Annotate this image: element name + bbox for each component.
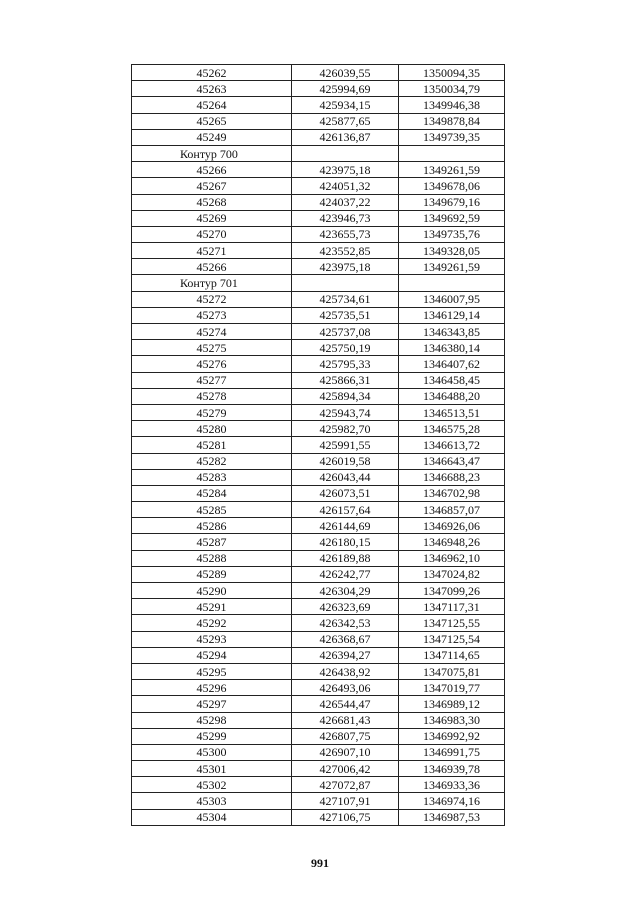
table-row	[132, 809, 505, 825]
table-row	[132, 113, 505, 129]
table-row	[132, 469, 505, 485]
y-coordinate-cell: 1346343,85	[399, 324, 505, 340]
table-row	[132, 259, 505, 275]
coordinates-table	[131, 64, 505, 826]
y-coordinate-cell: 1349261,59	[399, 259, 505, 275]
y-coordinate-cell: 1346948,26	[399, 534, 505, 550]
y-coordinate-cell: 1350094,35	[399, 65, 505, 81]
y-coordinate-cell: 1349878,84	[399, 113, 505, 129]
coordinates-table-body	[132, 65, 505, 826]
y-coordinate-cell: 1346458,45	[399, 372, 505, 388]
x-coordinate-cell: 426368,67	[292, 631, 399, 647]
y-coordinate-cell: 1346007,95	[399, 291, 505, 307]
x-coordinate-cell: 425991,55	[292, 437, 399, 453]
y-coordinate-cell: 1347099,26	[399, 583, 505, 599]
x-coordinate-cell: 425735,51	[292, 307, 399, 323]
table-row	[132, 761, 505, 777]
x-coordinate-cell: 424051,32	[292, 178, 399, 194]
x-coordinate-cell: 426019,58	[292, 453, 399, 469]
table-row	[132, 453, 505, 469]
table-row	[132, 243, 505, 259]
x-coordinate-cell: 426681,43	[292, 712, 399, 728]
x-coordinate-cell: 427072,87	[292, 777, 399, 793]
x-coordinate-cell: 426039,55	[292, 65, 399, 81]
y-coordinate-cell: 1349946,38	[399, 97, 505, 113]
table-row	[132, 162, 505, 178]
y-coordinate-cell: 1346575,28	[399, 421, 505, 437]
point-number-cell: 45280	[132, 421, 292, 437]
x-coordinate-cell: 425877,65	[292, 113, 399, 129]
table-row	[132, 728, 505, 744]
point-number-cell: 45291	[132, 599, 292, 615]
table-row	[132, 599, 505, 615]
x-coordinate-cell: 425943,74	[292, 404, 399, 420]
point-number-cell: 45270	[132, 226, 292, 242]
point-number-cell: 45295	[132, 663, 292, 679]
y-coordinate-cell: 1346926,06	[399, 518, 505, 534]
x-coordinate-cell: 425934,15	[292, 97, 399, 113]
x-coordinate-cell: 427106,75	[292, 809, 399, 825]
point-number-cell: 45294	[132, 647, 292, 663]
y-coordinate-cell: 1347125,54	[399, 631, 505, 647]
point-number-cell: 45276	[132, 356, 292, 372]
table-row	[132, 647, 505, 663]
point-number-cell: 45292	[132, 615, 292, 631]
table-row	[132, 534, 505, 550]
point-number-cell: 45303	[132, 793, 292, 809]
point-number-cell: 45267	[132, 178, 292, 194]
y-coordinate-cell: 1346643,47	[399, 453, 505, 469]
table-row	[132, 210, 505, 226]
x-coordinate-cell: 425737,08	[292, 324, 399, 340]
x-coordinate-cell: 426807,75	[292, 728, 399, 744]
x-coordinate-cell: 426394,27	[292, 647, 399, 663]
point-number-cell: 45290	[132, 583, 292, 599]
y-coordinate-cell: 1346702,98	[399, 485, 505, 501]
contour-label: Контур 700	[132, 145, 292, 161]
x-coordinate-cell: 426544,47	[292, 696, 399, 712]
y-coordinate-cell: 1349678,06	[399, 178, 505, 194]
y-coordinate-cell: 1346129,14	[399, 307, 505, 323]
y-coordinate-cell: 1346987,53	[399, 809, 505, 825]
x-coordinate-cell: 426157,64	[292, 502, 399, 518]
y-coordinate-cell: 1346380,14	[399, 340, 505, 356]
x-coordinate-cell: 426180,15	[292, 534, 399, 550]
x-coordinate-cell: 426043,44	[292, 469, 399, 485]
y-coordinate-cell: 1349692,59	[399, 210, 505, 226]
point-number-cell: 45285	[132, 502, 292, 518]
table-row	[132, 680, 505, 696]
table-row	[132, 793, 505, 809]
y-coordinate-cell: 1346974,16	[399, 793, 505, 809]
x-coordinate-cell: 423655,73	[292, 226, 399, 242]
y-coordinate-cell: 1349679,16	[399, 194, 505, 210]
contour-label: Контур 701	[132, 275, 292, 291]
y-coordinate-cell: 1349739,35	[399, 129, 505, 145]
x-coordinate-cell: 426144,69	[292, 518, 399, 534]
x-coordinate-cell: 426438,92	[292, 663, 399, 679]
point-number-cell: 45263	[132, 81, 292, 97]
x-coordinate-cell: 423975,18	[292, 162, 399, 178]
point-number-cell: 45284	[132, 485, 292, 501]
point-number-cell: 45266	[132, 162, 292, 178]
y-coordinate-cell: 1346989,12	[399, 696, 505, 712]
y-coordinate-cell: 1347117,31	[399, 599, 505, 615]
y-coordinate-cell: 1347114,65	[399, 647, 505, 663]
table-row	[132, 744, 505, 760]
x-coordinate-cell: 426189,88	[292, 550, 399, 566]
empty-cell	[292, 275, 399, 291]
table-row	[132, 65, 505, 81]
x-coordinate-cell: 425750,19	[292, 340, 399, 356]
contour-header-row	[132, 145, 505, 161]
y-coordinate-cell: 1346513,51	[399, 404, 505, 420]
y-coordinate-cell: 1346983,30	[399, 712, 505, 728]
table-row	[132, 178, 505, 194]
table-row	[132, 129, 505, 145]
table-row	[132, 81, 505, 97]
contour-header-row	[132, 275, 505, 291]
point-number-cell: 45301	[132, 761, 292, 777]
y-coordinate-cell: 1346991,75	[399, 744, 505, 760]
x-coordinate-cell: 426907,10	[292, 744, 399, 760]
point-number-cell: 45266	[132, 259, 292, 275]
empty-cell	[292, 145, 399, 161]
x-coordinate-cell: 426073,51	[292, 485, 399, 501]
x-coordinate-cell: 425982,70	[292, 421, 399, 437]
point-number-cell: 45262	[132, 65, 292, 81]
point-number-cell: 45298	[132, 712, 292, 728]
point-number-cell: 45302	[132, 777, 292, 793]
x-coordinate-cell: 426136,87	[292, 129, 399, 145]
table-row	[132, 485, 505, 501]
x-coordinate-cell: 425994,69	[292, 81, 399, 97]
y-coordinate-cell: 1349735,76	[399, 226, 505, 242]
point-number-cell: 45288	[132, 550, 292, 566]
table-row	[132, 712, 505, 728]
table-row	[132, 340, 505, 356]
y-coordinate-cell: 1347075,81	[399, 663, 505, 679]
point-number-cell: 45281	[132, 437, 292, 453]
point-number-cell: 45293	[132, 631, 292, 647]
point-number-cell: 45297	[132, 696, 292, 712]
x-coordinate-cell: 425795,33	[292, 356, 399, 372]
point-number-cell: 45296	[132, 680, 292, 696]
table-row	[132, 97, 505, 113]
point-number-cell: 45299	[132, 728, 292, 744]
table-row	[132, 777, 505, 793]
y-coordinate-cell: 1346962,10	[399, 550, 505, 566]
point-number-cell: 45277	[132, 372, 292, 388]
point-number-cell: 45268	[132, 194, 292, 210]
y-coordinate-cell: 1347125,55	[399, 615, 505, 631]
table-row	[132, 550, 505, 566]
point-number-cell: 45273	[132, 307, 292, 323]
y-coordinate-cell: 1346688,23	[399, 469, 505, 485]
empty-cell	[399, 275, 505, 291]
table-row	[132, 518, 505, 534]
point-number-cell: 45304	[132, 809, 292, 825]
y-coordinate-cell: 1349328,05	[399, 243, 505, 259]
table-row	[132, 437, 505, 453]
table-row	[132, 356, 505, 372]
page-number: 991	[311, 856, 329, 870]
table-row	[132, 388, 505, 404]
x-coordinate-cell: 425734,61	[292, 291, 399, 307]
empty-cell	[399, 145, 505, 161]
table-row	[132, 226, 505, 242]
y-coordinate-cell: 1347019,77	[399, 680, 505, 696]
x-coordinate-cell: 423975,18	[292, 259, 399, 275]
point-number-cell: 45283	[132, 469, 292, 485]
y-coordinate-cell: 1346992,92	[399, 728, 505, 744]
y-coordinate-cell: 1349261,59	[399, 162, 505, 178]
point-number-cell: 45275	[132, 340, 292, 356]
y-coordinate-cell: 1346488,20	[399, 388, 505, 404]
table-row	[132, 566, 505, 582]
point-number-cell: 45272	[132, 291, 292, 307]
x-coordinate-cell: 426493,06	[292, 680, 399, 696]
point-number-cell: 45286	[132, 518, 292, 534]
y-coordinate-cell: 1346613,72	[399, 437, 505, 453]
y-coordinate-cell: 1346407,62	[399, 356, 505, 372]
point-number-cell: 45249	[132, 129, 292, 145]
point-number-cell: 45269	[132, 210, 292, 226]
table-row	[132, 324, 505, 340]
y-coordinate-cell: 1346857,07	[399, 502, 505, 518]
point-number-cell: 45282	[132, 453, 292, 469]
point-number-cell: 45271	[132, 243, 292, 259]
x-coordinate-cell: 426242,77	[292, 566, 399, 582]
point-number-cell: 45264	[132, 97, 292, 113]
x-coordinate-cell: 427107,91	[292, 793, 399, 809]
table-row	[132, 631, 505, 647]
x-coordinate-cell: 423946,73	[292, 210, 399, 226]
x-coordinate-cell: 423552,85	[292, 243, 399, 259]
table-row	[132, 307, 505, 323]
table-row	[132, 502, 505, 518]
x-coordinate-cell: 426342,53	[292, 615, 399, 631]
y-coordinate-cell: 1346939,78	[399, 761, 505, 777]
x-coordinate-cell: 425866,31	[292, 372, 399, 388]
x-coordinate-cell: 424037,22	[292, 194, 399, 210]
table-row	[132, 194, 505, 210]
x-coordinate-cell: 426323,69	[292, 599, 399, 615]
table-row	[132, 583, 505, 599]
point-number-cell: 45265	[132, 113, 292, 129]
point-number-cell: 45278	[132, 388, 292, 404]
x-coordinate-cell: 425894,34	[292, 388, 399, 404]
point-number-cell: 45274	[132, 324, 292, 340]
y-coordinate-cell: 1347024,82	[399, 566, 505, 582]
table-row	[132, 404, 505, 420]
x-coordinate-cell: 426304,29	[292, 583, 399, 599]
x-coordinate-cell: 427006,42	[292, 761, 399, 777]
table-row	[132, 291, 505, 307]
table-row	[132, 372, 505, 388]
point-number-cell: 45287	[132, 534, 292, 550]
point-number-cell: 45279	[132, 404, 292, 420]
table-row	[132, 663, 505, 679]
table-row	[132, 615, 505, 631]
y-coordinate-cell: 1350034,79	[399, 81, 505, 97]
table-row	[132, 421, 505, 437]
point-number-cell: 45289	[132, 566, 292, 582]
y-coordinate-cell: 1346933,36	[399, 777, 505, 793]
table-row	[132, 696, 505, 712]
point-number-cell: 45300	[132, 744, 292, 760]
